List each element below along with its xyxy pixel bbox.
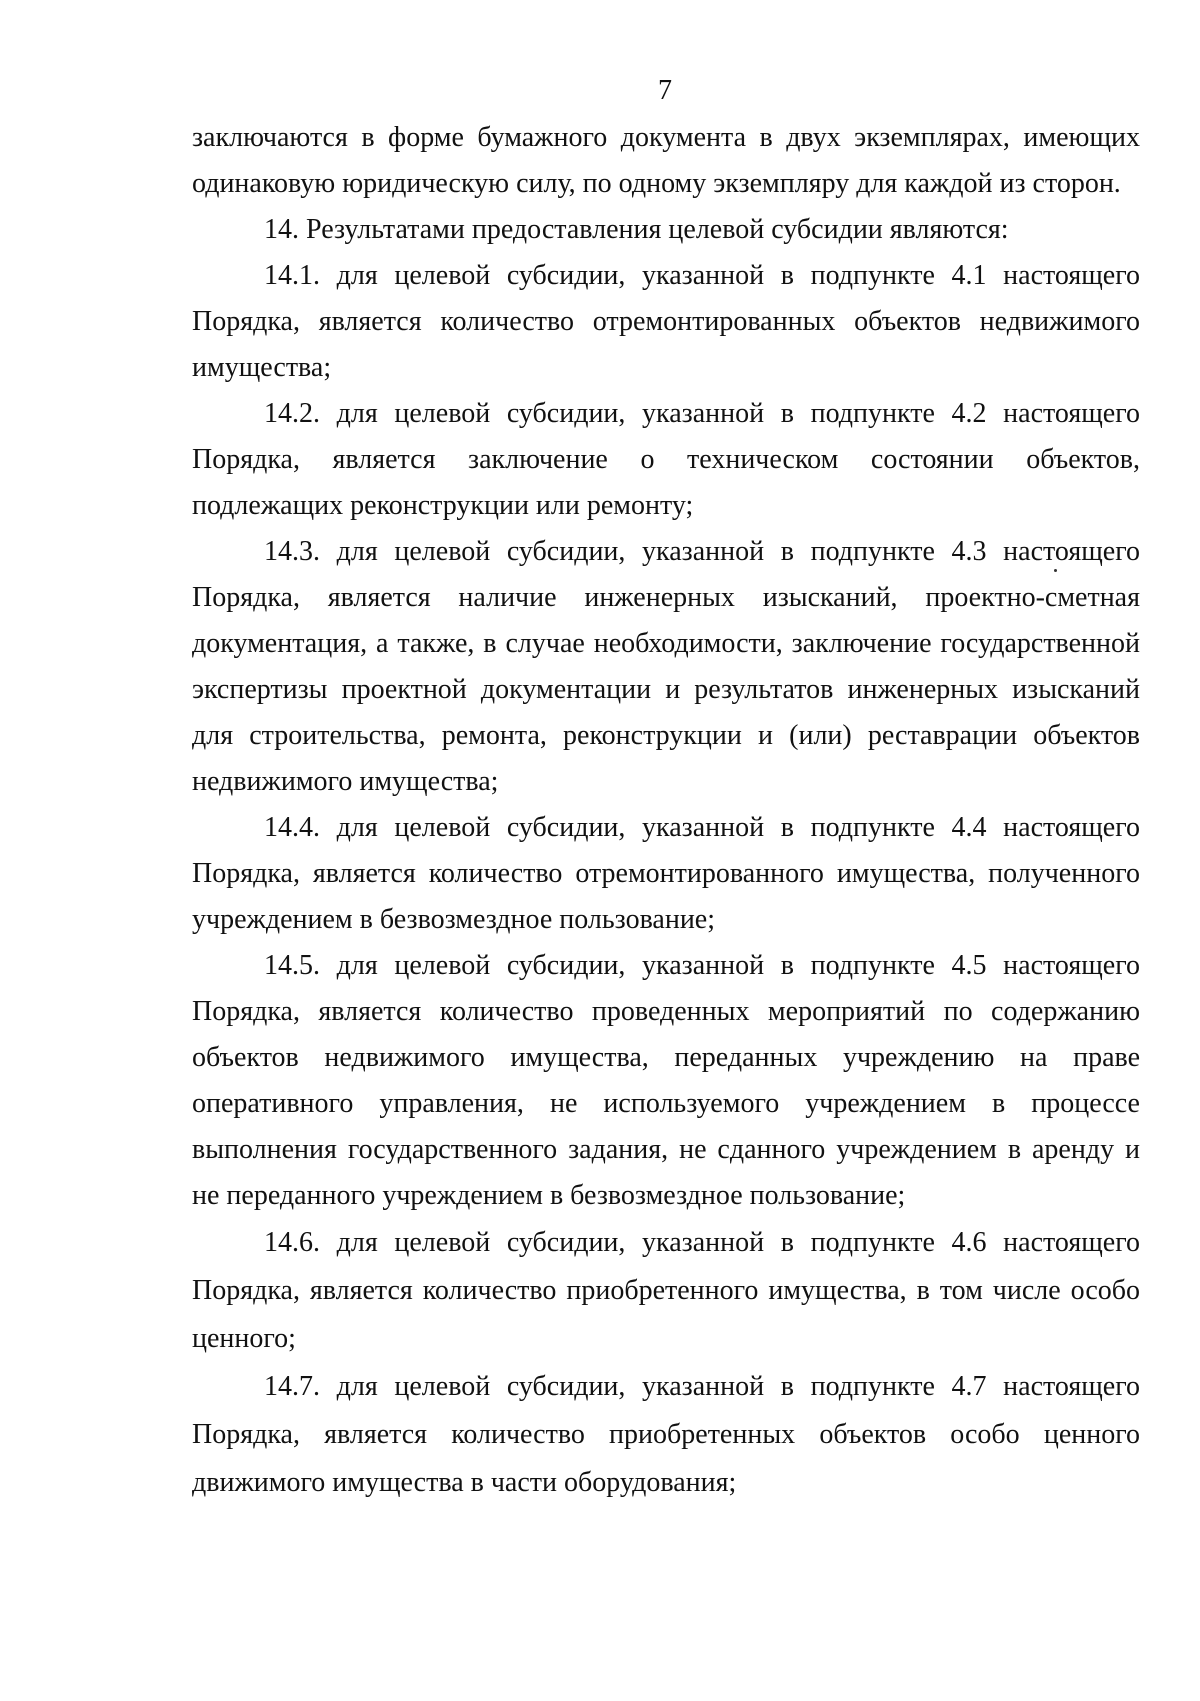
document-body [192,115,1140,1507]
paragraph-14-7: 14.7. для целевой субсидии, указанной в подпункте 4.7 настоящего Порядка, является количество приобретенных объектов особо ценного движимого имущества в части оборудования; [192,1371,1140,1498]
paragraph-14-5: 14.5. для целевой субсидии, указанной в подпункте 4.5 настоящего Порядка, является количество проведенных мероприятий по содержанию объектов недвижимого имущества, переданных учреждению на праве оперативного управления, не используемого учреждением в процессе выполнения государственного задания, не сданного учреждением в аренду и не переданного учреждением в безвозмездное пользование; [192,950,1140,1211]
paragraph-14-6: 14.6. для целевой субсидии, указанной в подпункте 4.6 настоящего Порядка, является количество приобретенного имущества, в том числе особо ценного; [192,1227,1140,1354]
scan-speck [1054,569,1057,572]
paragraph-14-3: 14.3. для целевой субсидии, указанной в подпункте 4.3 настоящего Порядка, является наличие инженерных изысканий, проектно-сметная документация, а также, в случае необходимости, заключение государственной экспертизы проектной документации и результатов инженерных изысканий для строительства, ремонта, реконструкции и (или) реставрации объектов недвижимого имущества; [192,536,1140,797]
paragraph-14: 14. Результатами предоставления целевой субсидии являются: [264,214,1009,245]
paragraph-14-1: 14.1. для целевой субсидии, указанной в подпункте 4.1 настоящего Порядка, является количество отремонтированных объектов недвижимого имущества; [192,260,1140,383]
paragraph-14-2: 14.2. для целевой субсидии, указанной в подпункте 4.2 настоящего Порядка, является заключение о техническом состоянии объектов, подлежащих реконструкции или ремонту; [192,398,1140,521]
paragraph-continuation: заключаются в форме бумажного документа в двух экземплярах, имеющих одинаковую юридическую силу, по одному экземпляру для каждой из сторон. [192,122,1140,199]
page-number: 7 [658,75,672,106]
paragraph-14-4: 14.4. для целевой субсидии, указанной в подпункте 4.4 настоящего Порядка, является количество отремонтированного имущества, полученного учреждением в безвозмездное пользование; [192,812,1140,935]
